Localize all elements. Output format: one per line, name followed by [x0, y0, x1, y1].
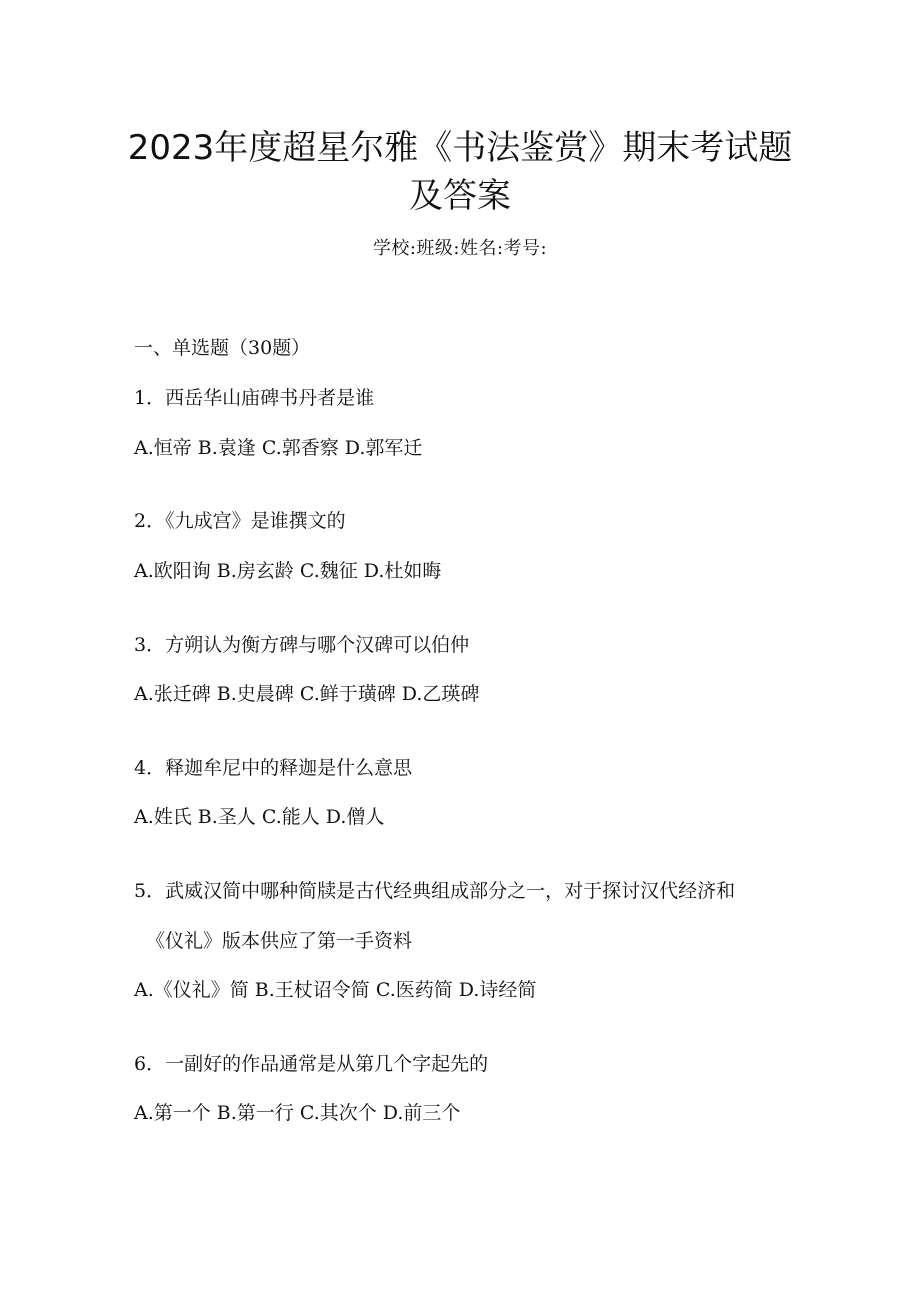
- section-heading: 一、单选题（30题）: [134, 337, 311, 359]
- student-info-line: 学校:班级:姓名:考号:: [372, 238, 548, 259]
- question-3-options: A.张迁碑 B.史晨碑 C.鲜于璜碑 D.乙瑛碑: [134, 683, 480, 705]
- question-1-stem: 1．西岳华山庙碑书丹者是谁: [134, 387, 375, 409]
- question-2-stem: 2．《九成宫》是谁撰文的: [134, 510, 346, 532]
- question-5-stem-continued: 《仪礼》版本供应了第一手资料: [146, 930, 413, 952]
- question-5-stem: 5．武威汉简中哪种简牍是古代经典组成部分之一，对于探讨汉代经济和: [134, 880, 736, 902]
- document-title-line-2: 及答案: [409, 176, 511, 216]
- question-5-options: A.《仪礼》简 B.王杖诏令简 C.医药简 D.诗经简: [134, 979, 537, 1001]
- question-4-stem: 4．释迦牟尼中的释迦是什么意思: [134, 757, 413, 779]
- question-6-stem: 6．一副好的作品通常是从第几个字起先的: [134, 1053, 489, 1075]
- question-1-options: A.恒帝 B.袁逢 C.郭香察 D.郭军迁: [134, 437, 423, 459]
- question-3-stem: 3．方朔认为衡方碑与哪个汉碑可以伯仲: [134, 634, 470, 656]
- question-6-options: A.第一个 B.第一行 C.其次个 D.前三个: [134, 1102, 461, 1124]
- question-2-options: A.欧阳询 B.房玄龄 C.魏征 D.杜如晦: [134, 560, 442, 582]
- document-title-line-1: 2023年度超星尔雅《书法鉴赏》期末考试题: [127, 128, 793, 168]
- question-4-options: A.姓氏 B.圣人 C.能人 D.僧人: [134, 806, 385, 828]
